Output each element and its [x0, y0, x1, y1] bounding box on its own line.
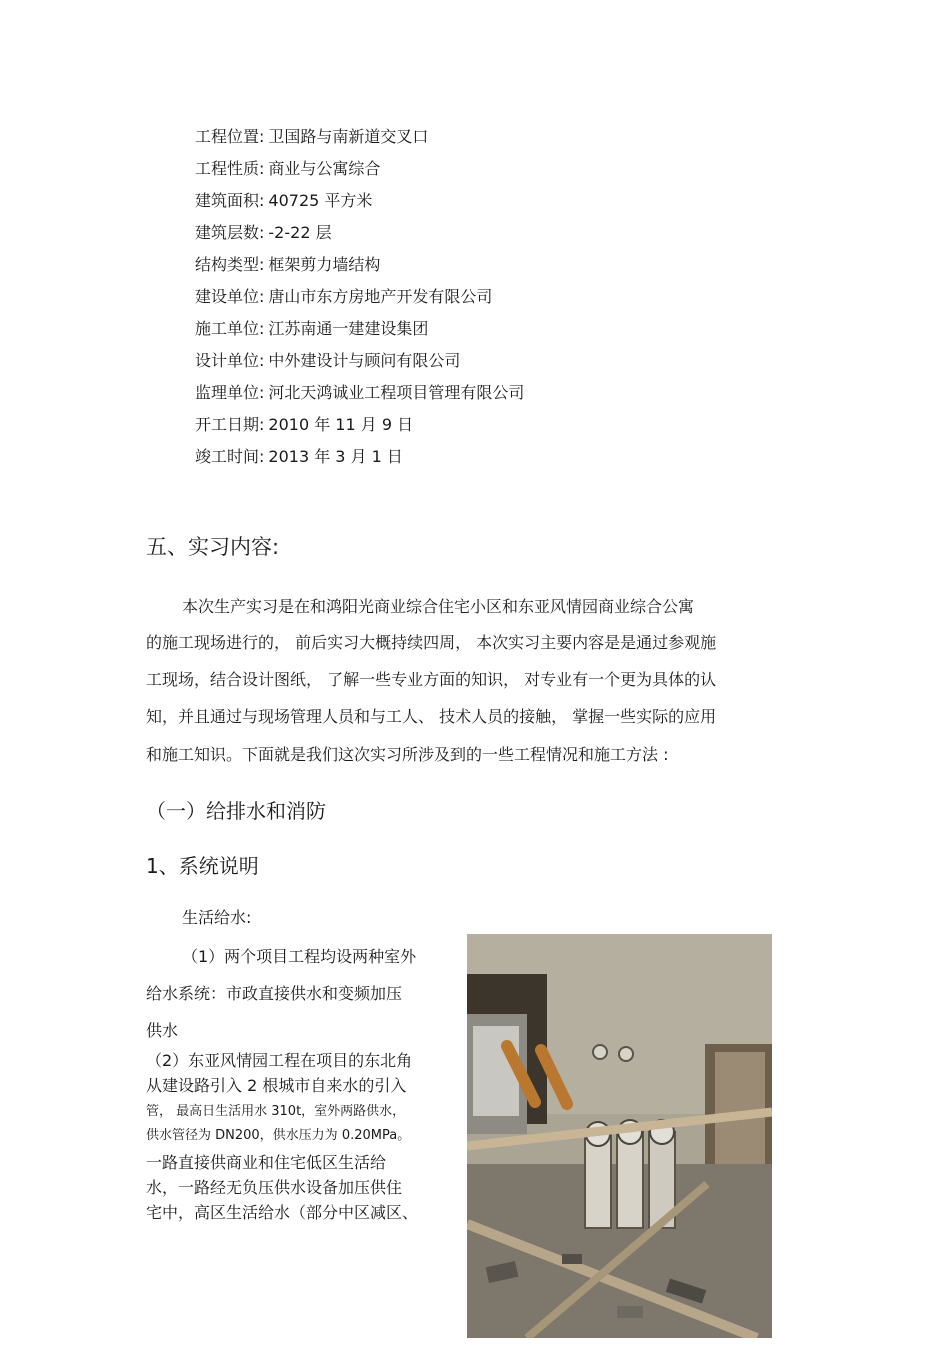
- item2-tail-line: 宅中，高区生活给水（部分中区减区、: [146, 1203, 419, 1222]
- paragraph-line: 本次生产实习是在和鸿阳光商业综合住宅小区和东亚风情园商业综合公寓: [182, 597, 695, 616]
- item2-line: （2）东亚风情园工程在项目的东北角: [146, 1051, 413, 1070]
- info-value: 2013 年 3 月 1 日: [268, 447, 403, 466]
- section-heading: 五、实习内容:: [146, 535, 280, 559]
- info-row: [195, 383, 524, 403]
- info-label: 工程性质:: [195, 159, 265, 178]
- info-row: [195, 415, 413, 435]
- info-label: 开工日期:: [195, 415, 265, 434]
- item1-line: 给水系统：市政直接供水和变频加压: [146, 984, 403, 1003]
- info-row: [195, 127, 428, 147]
- pipe-room-illustration: [467, 934, 772, 1338]
- item2-tail-line: 水，一路经无负压供水设备加压供住: [146, 1178, 403, 1197]
- info-label: 结构类型:: [195, 255, 265, 274]
- info-label: 设计单位:: [195, 351, 265, 370]
- info-label: 监理单位:: [195, 383, 265, 402]
- info-label: 竣工时间:: [195, 447, 265, 466]
- item1-line: （1）两个项目工程均设两种室外: [182, 947, 417, 966]
- construction-site-photo: [467, 934, 772, 1338]
- paragraph-line: 和施工知识。下面就是我们这次实习所涉及到的一些工程情况和施工方法 :: [146, 745, 669, 764]
- info-value: 2010 年 11 月 9 日: [268, 415, 414, 434]
- paragraph-line: 的施工现场进行的， 前后实习大概持续四周， 本次实习主要内容是是通过参观施: [146, 633, 717, 652]
- info-label: 建设单位:: [195, 287, 265, 306]
- info-value: 河北天鸿诚业工程项目管理有限公司: [268, 383, 525, 402]
- info-value: 唐山市东方房地产开发有限公司: [268, 287, 493, 306]
- item2-tail-line: 一路直接供商业和住宅低区生活给: [146, 1153, 387, 1172]
- item2-small-line: 供水管径为 DN200，供水压力为 0.20MPa。: [146, 1128, 411, 1143]
- item2-small-line: 管， 最高日生活用水 310t，室外两路供水，: [146, 1104, 406, 1119]
- subsection-heading: （一）给排水和消防: [146, 799, 326, 823]
- info-label: 建筑面积:: [195, 191, 265, 210]
- info-row: [195, 319, 428, 339]
- info-value: 框架剪力墙结构: [268, 255, 381, 274]
- info-value: 江苏南通一建建设集团: [268, 319, 429, 338]
- water-supply-label: 生活给水:: [182, 908, 252, 927]
- info-row: [195, 447, 403, 467]
- subsection-heading: 1、系统说明: [146, 854, 259, 878]
- item2-line: 从建设路引入 2 根城市自来水的引入: [146, 1076, 407, 1095]
- info-row: [195, 159, 380, 179]
- info-label: 建筑层数:: [195, 223, 265, 242]
- info-value: 中外建设计与顾问有限公司: [268, 351, 461, 370]
- info-row: [195, 191, 372, 211]
- info-row: [195, 223, 332, 243]
- info-label: 工程位置:: [195, 127, 265, 146]
- item1-line: 供水: [146, 1021, 179, 1040]
- info-label: 施工单位:: [195, 319, 265, 338]
- paragraph-line: 知，并且通过与现场管理人员和与工人、 技术人员的接触， 掌握一些实际的应用: [146, 707, 717, 726]
- info-row: [195, 287, 492, 307]
- paragraph-line: 工现场，结合设计图纸， 了解一些专业方面的知识， 对专业有一个更为具体的认: [146, 670, 717, 689]
- info-value: 卫国路与南新道交叉口: [268, 127, 429, 146]
- info-value: 商业与公寓综合: [268, 159, 381, 178]
- info-row: [195, 351, 460, 371]
- info-row: [195, 255, 380, 275]
- info-value: -2-22 层: [268, 223, 332, 242]
- info-value: 40725 平方米: [268, 191, 373, 210]
